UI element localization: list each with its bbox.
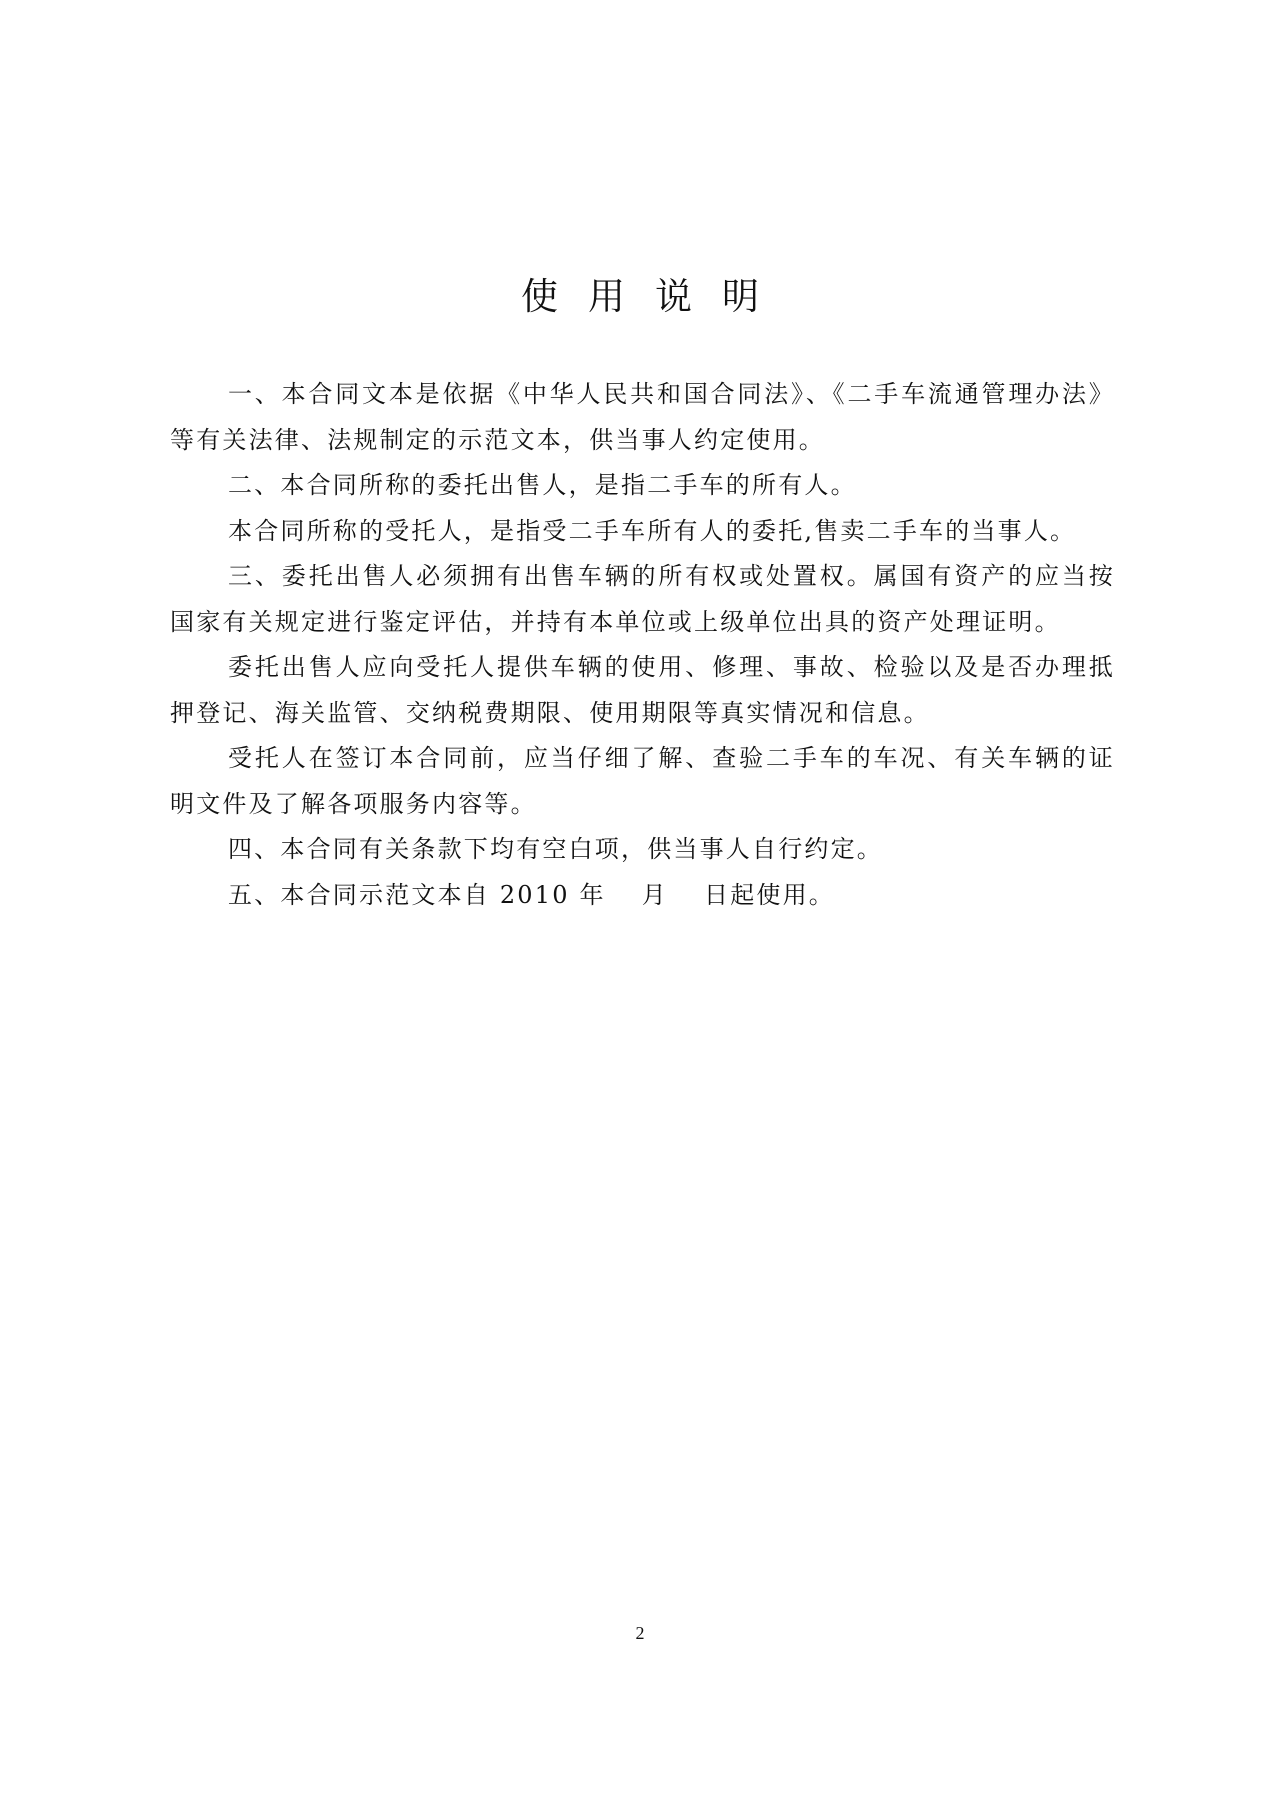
paragraph-consignee-inspection: 受托人在签订本合同前，应当仔细了解、查验二手车的车况、有关车辆的证明文件及了解各项服务内容等。 [170,744,1115,818]
paragraph-blank-items: 四、本合同有关条款下均有空白项，供当事人自行约定。 [228,835,883,863]
paragraph-effective-date: 五、本合同示范文本自 2010 年 月 日起使用。 [228,880,835,909]
paragraph-vehicle-information: 委托出售人应向受托人提供车辆的使用、修理、事故、检验以及是否办理抵押登记、海关监管、交纳税费期限、使用期限等真实情况和信息。 [170,653,1115,727]
paragraph-basis: 一、本合同文本是依据《中华人民共和国合同法》、《二手车流通管理办法》等有关法律、法规制定的示范文本，供当事人约定使用。 [170,380,1115,454]
document-body [170,372,1115,918]
page-title: 使用说明 [521,275,789,318]
paragraph-consignee-definition: 本合同所称的受托人，是指受二手车所有人的委托,售卖二手车的当事人。 [228,516,1077,545]
paragraph-consignor-definition: 二、本合同所称的委托出售人，是指二手车的所有人。 [228,471,857,499]
page-number: 2 [635,1623,645,1643]
paragraph-ownership-requirement: 三、委托出售人必须拥有出售车辆的所有权或处置权。属国有资产的应当按国家有关规定进行鉴定评估，并持有本单位或上级单位出具的资产处理证明。 [170,562,1115,636]
